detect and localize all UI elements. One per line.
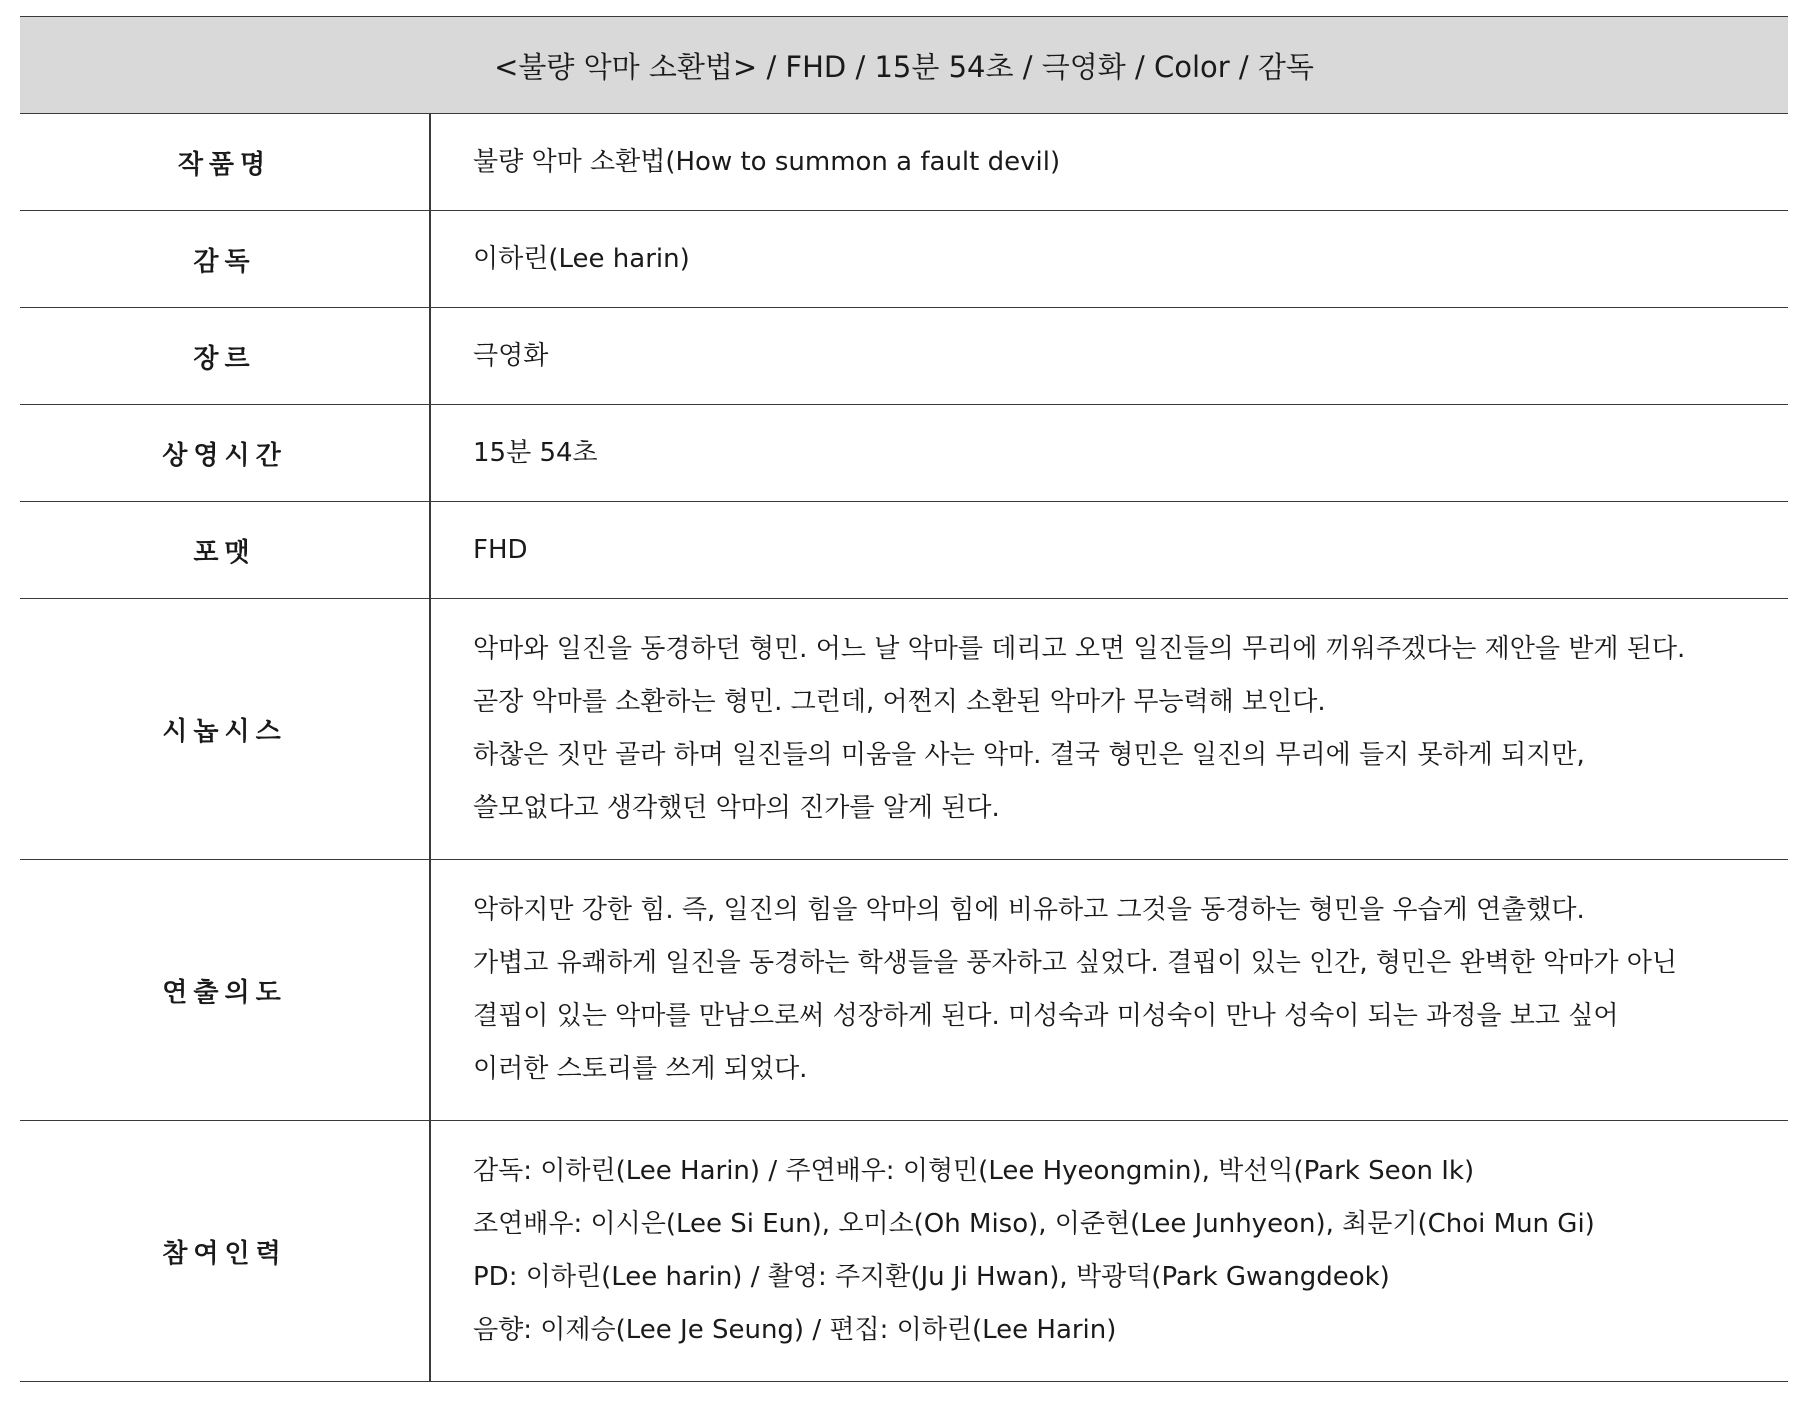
row-label-direction-intent: 연출의도 (20, 860, 430, 1121)
value-line: 이하린(Lee harin) (473, 243, 690, 274)
value-line: 극영화 (473, 340, 549, 371)
row-label-runtime: 상영시간 (20, 405, 430, 502)
row-value-title (430, 114, 1788, 211)
value-line: 15분 54초 (473, 437, 598, 468)
value-line: 감독: 이하린(Lee Harin) / 주연배우: 이형민(Lee Hyeongmin), 박선익(Park Seon Ik) (473, 1156, 1475, 1186)
value-line: 조연배우: 이시은(Lee Si Eun), 오미소(Oh Miso), 이준현(Lee Junhyeon), 최문기(Choi Mun Gi) (473, 1209, 1595, 1239)
table-row (20, 211, 1788, 308)
row-label-director: 감독 (20, 211, 430, 308)
table-row (20, 502, 1788, 599)
row-value-runtime (430, 405, 1788, 502)
row-label-genre: 장르 (20, 308, 430, 405)
film-info-table (20, 16, 1788, 1382)
table-row (20, 1121, 1788, 1382)
row-label-title: 작품명 (20, 114, 430, 211)
header-title: <불량 악마 소환법> / FHD / 15분 54초 / 극영화 / Color / 감독 (20, 17, 1788, 114)
value-line: 하찮은 짓만 골라 하며 일진들의 미움을 사는 악마. 결국 형민은 일진의 무리에 들지 못하게 되지만, (473, 740, 1585, 770)
row-label-crew: 참여인력 (20, 1121, 430, 1382)
row-value-format (430, 502, 1788, 599)
value-line: PD: 이하린(Lee harin) / 촬영: 주지환(Ju Ji Hwan), 박광덕(Park Gwangdeok) (473, 1262, 1390, 1292)
row-value-synopsis (430, 599, 1788, 860)
table-row (20, 114, 1788, 211)
value-line: 악마와 일진을 동경하던 형민. 어느 날 악마를 데리고 오면 일진들의 무리에 끼워주겠다는 제안을 받게 된다. (473, 634, 1686, 664)
row-value-crew (430, 1121, 1788, 1382)
value-line: 음향: 이제승(Lee Je Seung) / 편집: 이하린(Lee Harin) (473, 1315, 1117, 1345)
table-row (20, 860, 1788, 1121)
value-line: 불량 악마 소환법(How to summon a fault devil) (473, 146, 1061, 177)
value-line: 곧장 악마를 소환하는 형민. 그런데, 어쩐지 소환된 악마가 무능력해 보인다. (473, 687, 1326, 717)
table-row (20, 599, 1788, 860)
value-line: 쓸모없다고 생각했던 악마의 진가를 알게 된다. (473, 793, 1000, 823)
value-line: FHD (473, 534, 528, 565)
row-value-director (430, 211, 1788, 308)
row-label-synopsis: 시놉시스 (20, 599, 430, 860)
value-line: 이러한 스토리를 쓰게 되었다. (473, 1054, 808, 1084)
film-info-sheet (20, 16, 1788, 1382)
value-line: 가볍고 유쾌하게 일진을 동경하는 학생들을 풍자하고 싶었다. 결핍이 있는 인간, 형민은 완벽한 악마가 아닌 (473, 948, 1677, 978)
table-row (20, 308, 1788, 405)
header-row (20, 17, 1788, 114)
value-line: 악하지만 강한 힘. 즉, 일진의 힘을 악마의 힘에 비유하고 그것을 동경하는 형민을 우습게 연출했다. (473, 895, 1585, 925)
table-row (20, 405, 1788, 502)
row-value-genre (430, 308, 1788, 405)
value-line: 결핍이 있는 악마를 만남으로써 성장하게 된다. 미성숙과 미성숙이 만나 성숙이 되는 과정을 보고 싶어 (473, 1001, 1619, 1031)
row-value-direction-intent (430, 860, 1788, 1121)
row-label-format: 포맷 (20, 502, 430, 599)
